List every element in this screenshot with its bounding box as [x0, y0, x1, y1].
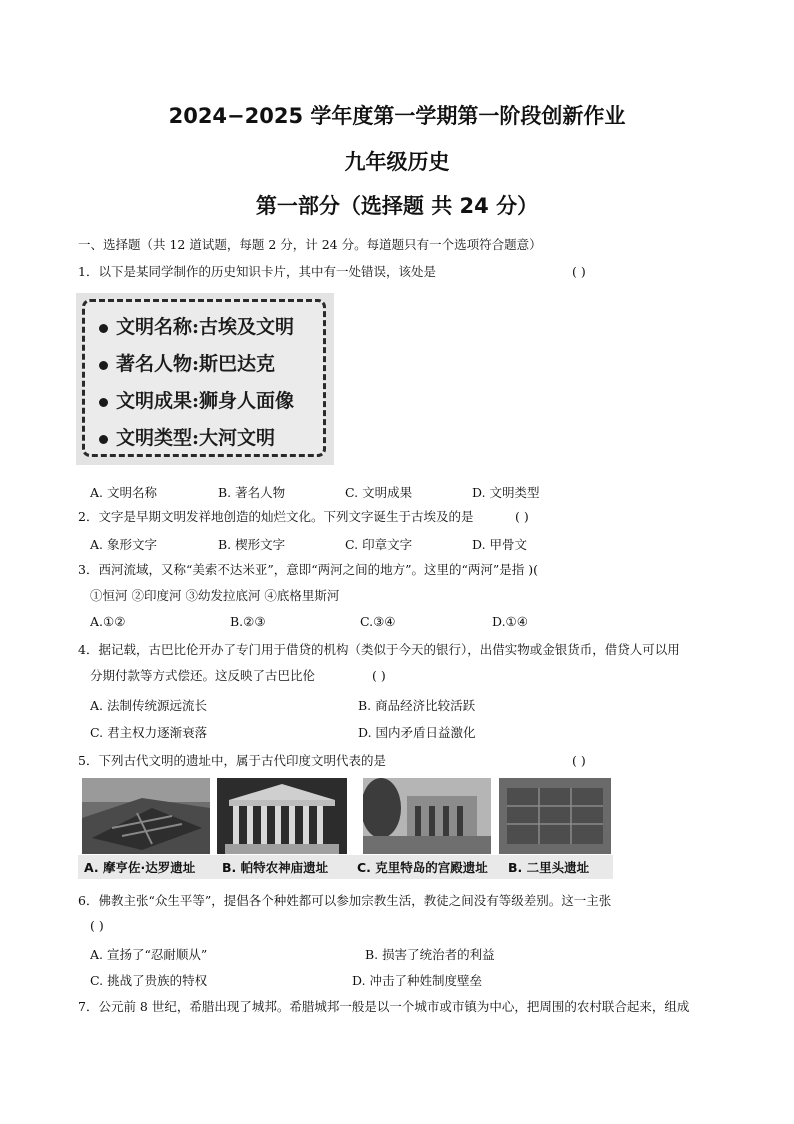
q1-stem: 1．以下是某同学制作的历史知识卡片，其中有一处错误，该处是 — [78, 264, 436, 279]
q5-stem: 5．下列古代文明的遗址中，属于古代印度文明代表的是 — [78, 753, 386, 768]
subject-title: 九年级历史 — [344, 150, 450, 174]
q4-answer-paren: ( ) — [372, 668, 386, 683]
q3-option-a[interactable]: A.①② — [90, 614, 126, 629]
exam-title: 2024−2025 学年度第一学期第一阶段创新作业 — [168, 104, 626, 128]
q1-option-d[interactable]: D. 文明类型 — [472, 485, 540, 500]
q3-option-c[interactable]: C.③④ — [360, 614, 396, 629]
bullet-icon — [99, 398, 108, 407]
q1-option-c[interactable]: C. 文明成果 — [345, 485, 413, 500]
section-intro: 一、选择题（共 12 道试题，每题 2 分，计 24 分。每道题只有一个选项符合题意） — [78, 237, 542, 252]
q3-stem: 3．西河流域，又称“美索不达米亚”，意即“两河之间的地方”。这里的“两河”是指 )( — [78, 562, 539, 577]
q6-option-a[interactable]: A. 宣扬了“忍耐顺从” — [90, 947, 208, 962]
q1-option-a[interactable]: A. 文明名称 — [90, 485, 157, 500]
part-title: 第一部分（选择题 共 24 分） — [255, 194, 539, 218]
card-row: 文明类型:大河文明 — [99, 423, 275, 450]
q2-option-d[interactable]: D. 甲骨文 — [472, 537, 528, 552]
q5-caption-b[interactable]: B. 帕特农神庙遗址 — [222, 860, 329, 875]
bullet-icon — [99, 435, 108, 444]
knowledge-card-image — [76, 293, 334, 465]
q2-option-b[interactable]: B. 楔形文字 — [218, 537, 286, 552]
q7-stem: 7．公元前 8 世纪，希腊出现了城邦。希腊城邦一般是以一个城市或市镇为中心，把周围的农村联合起来，组成 — [78, 999, 690, 1014]
q6-option-d[interactable]: D. 冲击了种姓制度壁垒 — [352, 973, 483, 988]
q5-answer-paren: ( ) — [572, 753, 586, 768]
q4-option-d[interactable]: D. 国内矛盾日益激化 — [358, 725, 476, 740]
q6-answer-paren: ( ) — [90, 918, 104, 933]
q6-option-c[interactable]: C. 挑战了贵族的特权 — [90, 973, 208, 988]
q4-option-a[interactable]: A. 法制传统源远流长 — [90, 698, 207, 713]
bullet-icon — [99, 361, 108, 370]
q3-option-b[interactable]: B.②③ — [230, 614, 266, 629]
bullet-icon — [99, 324, 108, 333]
card-row: 文明成果:狮身人面像 — [99, 386, 294, 413]
card-row: 文明名称:古埃及文明 — [99, 312, 294, 339]
q2-answer-paren: ( ) — [515, 509, 529, 524]
mohenjo-daro-photo — [82, 778, 210, 854]
knowledge-card-border — [82, 299, 326, 457]
q3-items: ①恒河 ②印度河 ③幼发拉底河 ④底格里斯河 — [90, 588, 340, 603]
q1-option-b[interactable]: B. 著名人物 — [218, 485, 286, 500]
q1-answer-paren: ( ) — [572, 264, 586, 279]
q5-caption-a[interactable]: A. 摩亨佐·达罗遗址 — [84, 860, 196, 875]
q6-option-b[interactable]: B. 损害了统治者的利益 — [365, 947, 495, 962]
q3-option-d[interactable]: D.①④ — [492, 614, 528, 629]
q2-option-a[interactable]: A. 象形文字 — [90, 537, 157, 552]
knossos-palace-photo — [363, 778, 491, 854]
q4-option-b[interactable]: B. 商品经济比较活跃 — [358, 698, 476, 713]
q6-stem: 6．佛教主张“众生平等”，提倡各个种姓都可以参加宗教生活，教徒之间没有等级差别。这一主张 — [78, 893, 612, 908]
q4-stem-line1: 4．据记载，古巴比伦开办了专门用于借贷的机构（类似于今天的银行），出借实物或金银货币，借贷人可以用 — [78, 642, 680, 657]
erlitou-photo — [499, 778, 611, 854]
q4-option-c[interactable]: C. 君主权力逐渐衰落 — [90, 725, 208, 740]
card-row: 著名人物:斯巴达克 — [99, 349, 275, 376]
q2-option-c[interactable]: C. 印章文字 — [345, 537, 413, 552]
q5-caption-d[interactable]: B. 二里头遗址 — [508, 860, 590, 875]
parthenon-photo — [217, 778, 347, 854]
q4-stem-line2: 分期付款等方式偿还。这反映了古巴比伦 — [90, 668, 316, 683]
q5-caption-c[interactable]: C. 克里特岛的宫殿遗址 — [357, 860, 488, 875]
q2-stem: 2．文字是早期文明发祥地创造的灿烂文化。下列文字诞生于古埃及的是 — [78, 509, 474, 524]
